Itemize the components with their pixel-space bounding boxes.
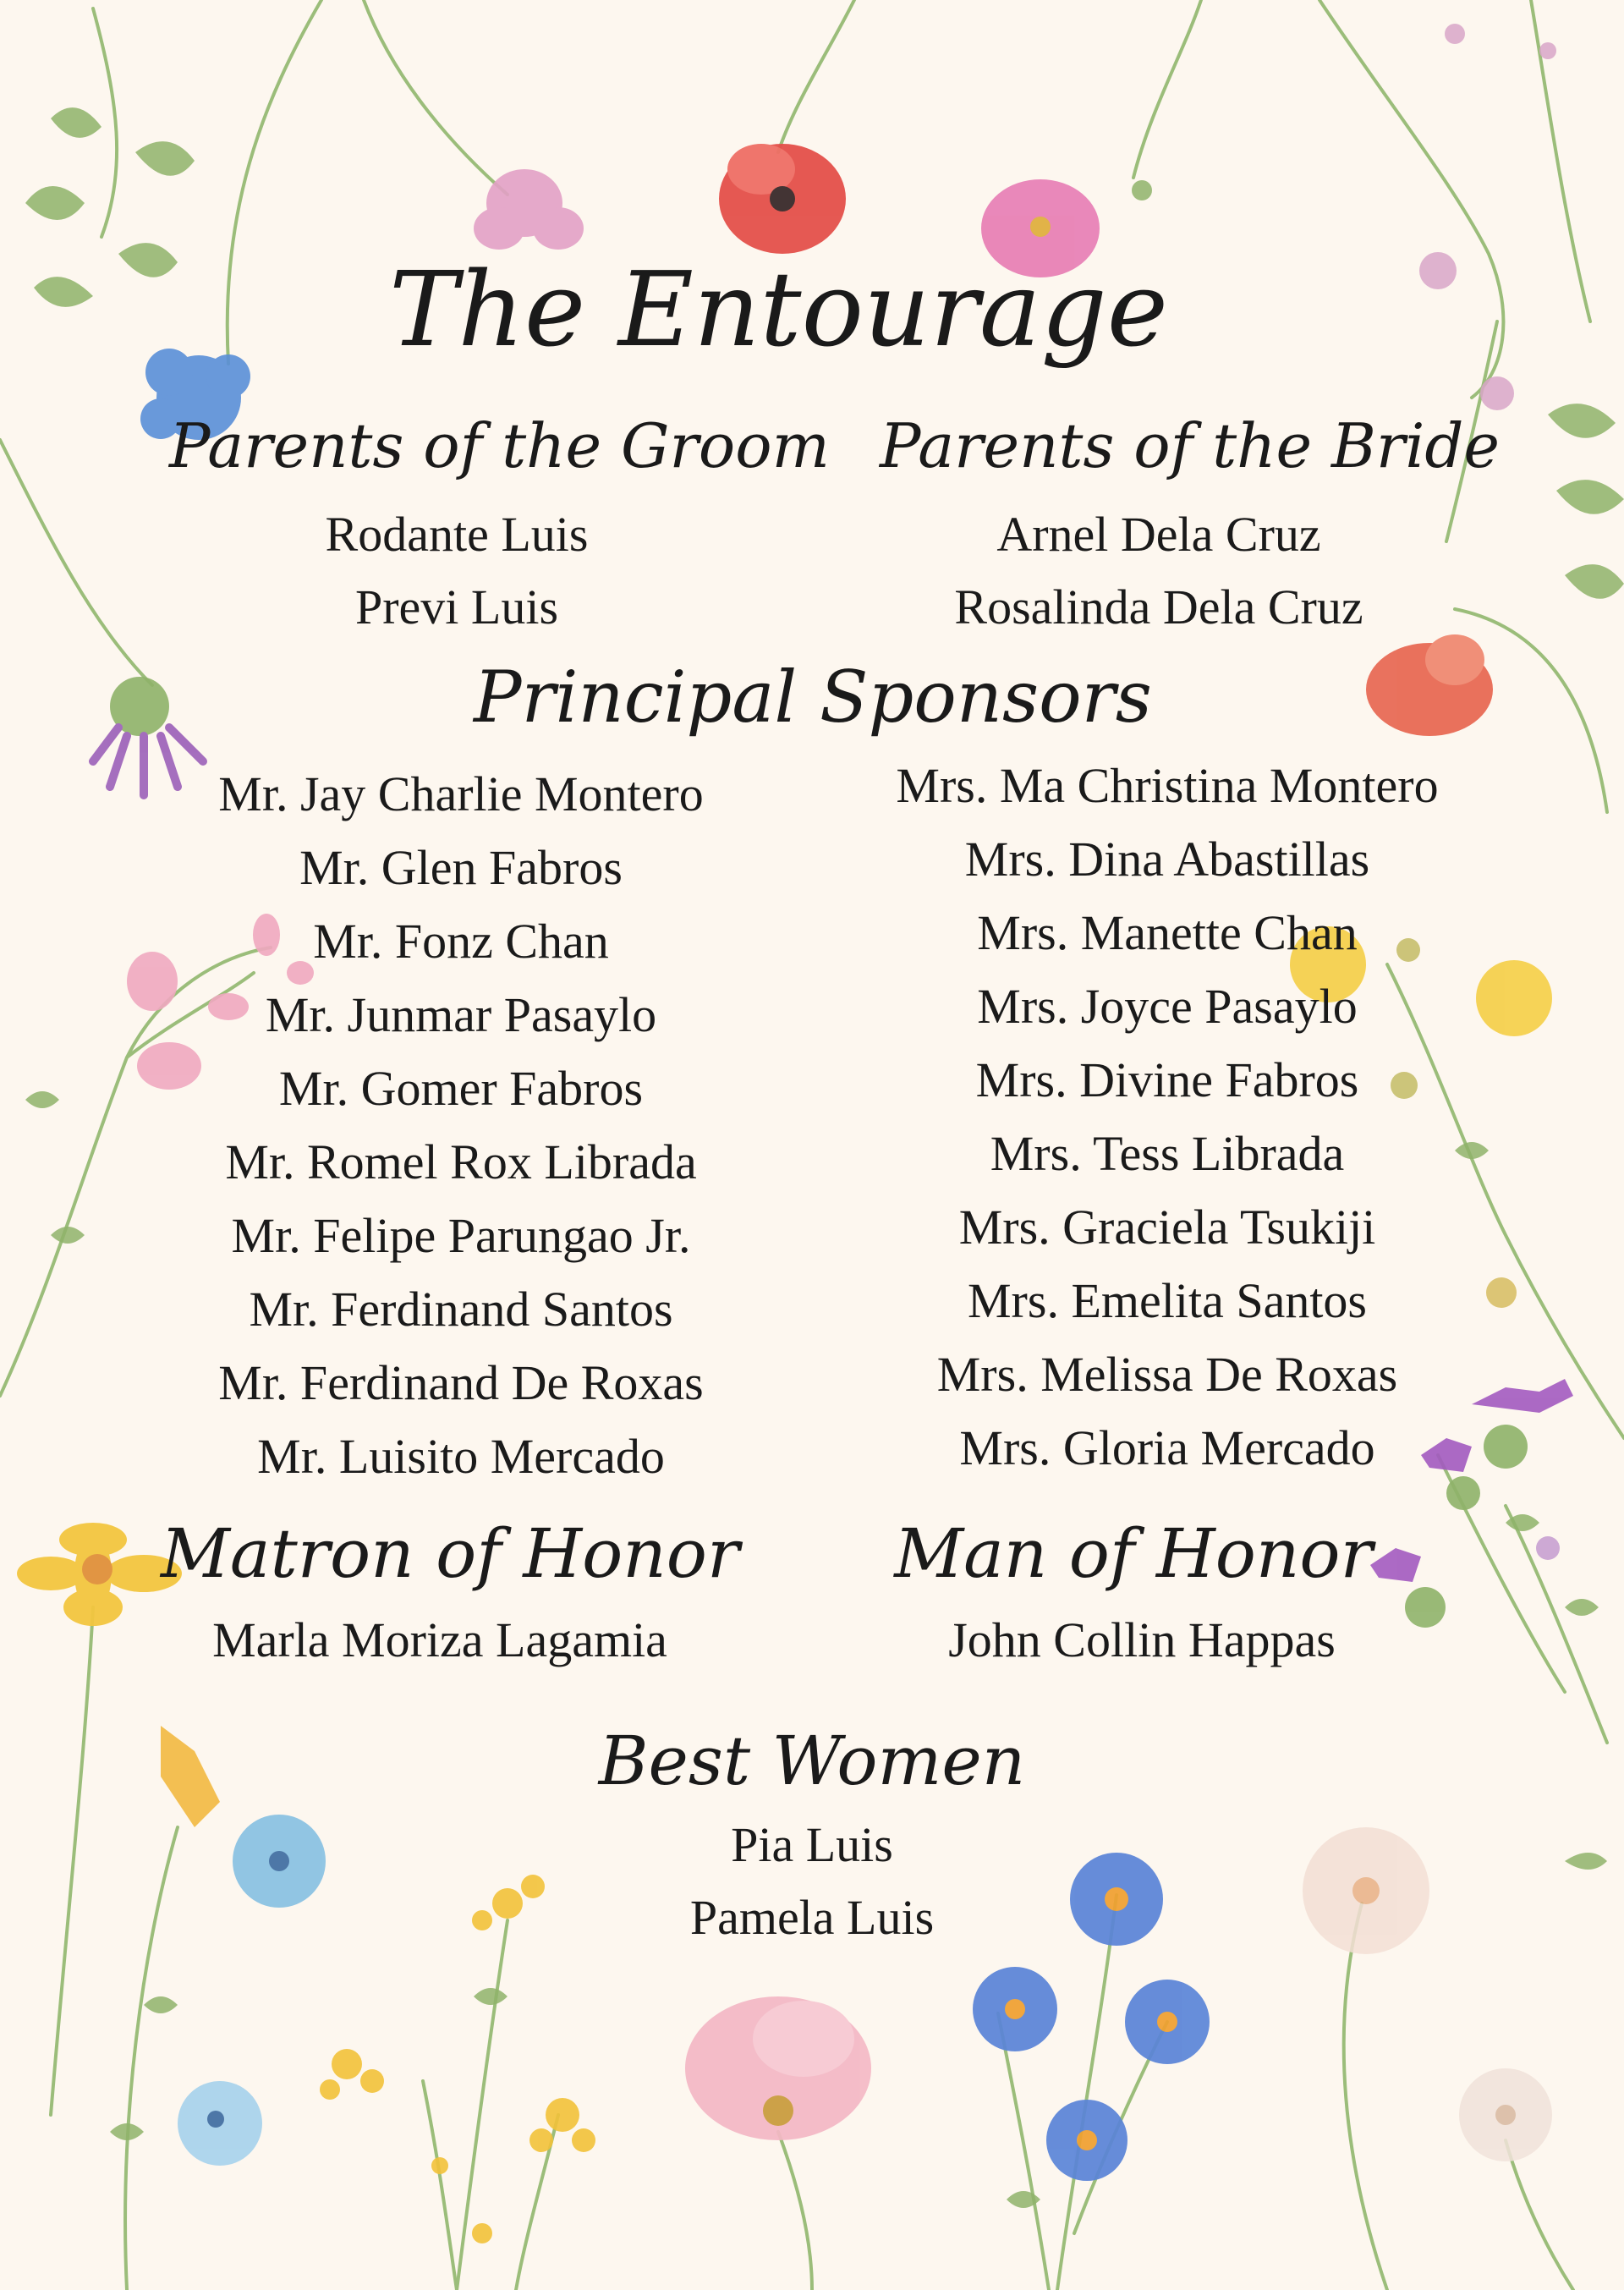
- parents-groom-heading: Parents of the Groom: [169, 410, 830, 481]
- sponsor-woman: Mrs. Melissa De Roxas: [936, 1347, 1398, 1402]
- sponsor-woman: Mrs. Graciela Tsukiji: [958, 1200, 1376, 1255]
- sponsor-man: Mr. Felipe Parungao Jr.: [231, 1208, 691, 1263]
- matron-of-honor-name: Marla Moriza Lagamia: [212, 1612, 667, 1667]
- sponsor-man: Mr. Gomer Fabros: [278, 1061, 644, 1116]
- sponsor-man: Mr. Luisito Mercado: [257, 1429, 665, 1484]
- parents-bride-heading: Parents of the Bride: [880, 410, 1501, 481]
- parents-groom-name: Rodante Luis: [325, 507, 589, 562]
- sponsor-woman: Mrs. Divine Fabros: [975, 1052, 1359, 1107]
- sponsor-woman: Mrs. Joyce Pasaylo: [977, 979, 1358, 1034]
- parents-bride-name: Arnel Dela Cruz: [996, 507, 1321, 562]
- sponsor-woman: Mrs. Emelita Santos: [967, 1273, 1367, 1328]
- sponsor-woman: Mrs. Dina Abastillas: [964, 832, 1370, 887]
- sponsor-man: Mr. Junmar Pasaylo: [265, 987, 657, 1042]
- parents-groom-name: Previ Luis: [354, 579, 559, 634]
- sponsor-man: Mr. Romel Rox Librada: [225, 1134, 697, 1189]
- sponsor-man: Mr. Ferdinand Santos: [249, 1282, 673, 1337]
- parents-bride-name: Rosalinda Dela Cruz: [954, 579, 1363, 634]
- page-title: The Entourage: [389, 250, 1168, 370]
- sponsor-man: Mr. Jay Charlie Montero: [218, 766, 704, 821]
- best-women-name: Pia Luis: [731, 1817, 893, 1872]
- sponsor-woman: Mrs. Tess Librada: [990, 1126, 1345, 1181]
- sponsor-man: Mr. Fonz Chan: [313, 914, 609, 969]
- principal-sponsors-heading: Principal Sponsors: [474, 656, 1152, 739]
- best-women-heading: Best Women: [598, 1722, 1026, 1800]
- best-women-name: Pamela Luis: [689, 1890, 935, 1945]
- sponsor-man: Mr. Glen Fabros: [299, 840, 623, 895]
- sponsor-man: Mr. Ferdinand De Roxas: [218, 1355, 704, 1410]
- man-of-honor-heading: Man of Honor: [894, 1514, 1373, 1593]
- matron-of-honor-heading: Matron of Honor: [161, 1514, 740, 1593]
- sponsor-woman: Mrs. Gloria Mercado: [959, 1420, 1375, 1475]
- sponsor-woman: Mrs. Manette Chan: [977, 905, 1358, 960]
- sponsor-woman: Mrs. Ma Christina Montero: [896, 758, 1439, 813]
- man-of-honor-name: John Collin Happas: [948, 1612, 1336, 1667]
